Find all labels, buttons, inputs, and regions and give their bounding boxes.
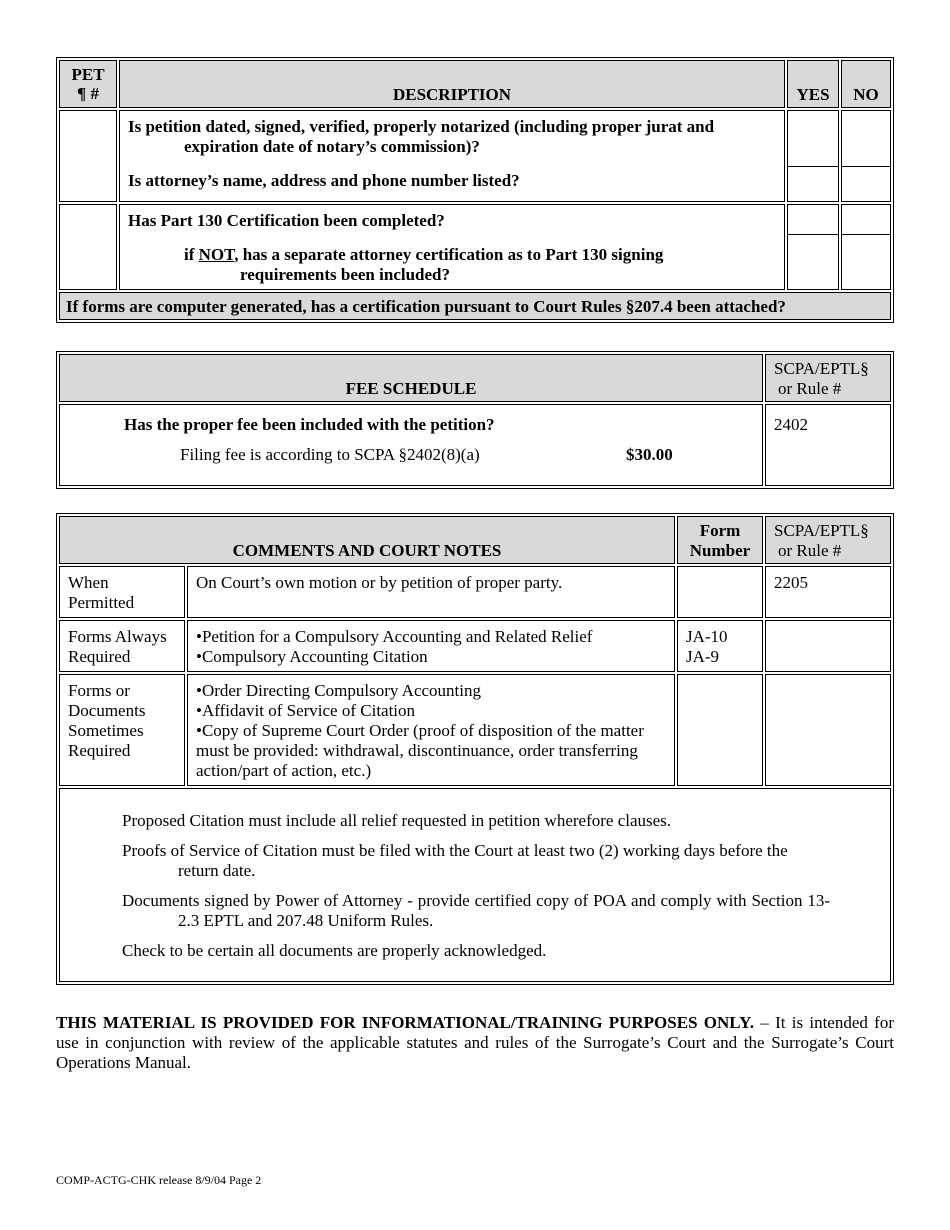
note-item: Documents signed by Power of Attorney - provide certified copy of POA and comply with Section 13-2.3 EPTL and 207.48 Uniform Rules.	[122, 891, 830, 930]
label-line: Documents	[68, 701, 146, 720]
fee-ref-header-line2: or Rule #	[778, 379, 842, 398]
row-label-forms-always	[59, 620, 185, 672]
label-line: Required	[68, 741, 131, 760]
fee-question: Has the proper fee been included with the petition?	[124, 415, 495, 434]
comments-header: COMMENTS AND COURT NOTES	[59, 516, 675, 564]
no-cell[interactable]	[841, 204, 891, 290]
filing-fee-amount: $30.00	[626, 445, 673, 464]
disclaimer-bold: THIS MATERIAL IS PROVIDED FOR INFORMATIONAL/TRAINING PURPOSES ONLY.	[56, 1013, 755, 1032]
filing-fee-line	[68, 445, 756, 465]
q2b-prefix: if	[184, 245, 199, 264]
description-header: DESCRIPTION	[119, 60, 785, 108]
disclaimer	[56, 1013, 894, 1073]
list-item: •Petition for a Compulsory Accounting and Related Relief	[196, 627, 593, 646]
when-permitted-ref: 2205	[765, 566, 891, 618]
q2b-line1	[128, 245, 778, 265]
yes-cell[interactable]	[787, 204, 839, 290]
label-line: Permitted	[68, 593, 135, 612]
pet-header-line1: PET	[71, 65, 105, 84]
list-item: •Compulsory Accounting Citation	[196, 647, 428, 666]
no-header: NO	[841, 60, 891, 108]
q1a-line1: Is petition dated, signed, verified, properly notarized (including proper jurat and	[128, 117, 715, 136]
q2b-text: , has a separate attorney certification as to Part 130 signing	[234, 245, 664, 264]
list-item: •Copy of Supreme Court Order (proof of disposition of the matter must be provided: withdrawal, discontinuance, order transferring action/part of action, etc.)	[196, 721, 644, 780]
question-petition-signed	[119, 110, 785, 202]
disclaimer-text: – It is intended for use in conjunction with review of the applicable statutes and rules of the Surrogate’s Court and the Surrogate’s Court Operations Manual.	[56, 1013, 894, 1072]
label-line: Forms or	[68, 681, 130, 700]
yes-header: YES	[787, 60, 839, 108]
pet-cell	[59, 110, 117, 202]
pet-cell	[59, 204, 117, 290]
form-number: JA-10	[686, 627, 728, 646]
question-part130	[119, 204, 785, 290]
ref-cell	[765, 620, 891, 672]
note-item: Proofs of Service of Citation must be filed with the Court at least two (2) working days before the return date.	[122, 841, 788, 880]
comments-table	[56, 513, 894, 985]
form-number-cell	[677, 674, 763, 786]
label-line: Sometimes	[68, 721, 144, 740]
forms-sometimes-list	[187, 674, 675, 786]
form-number: JA-9	[686, 647, 720, 666]
form-number-header	[677, 516, 763, 564]
q1a-line2: expiration date of notary’s commission)?	[184, 137, 480, 156]
fee-question-cell	[59, 404, 763, 486]
list-item: •Order Directing Compulsory Accounting	[196, 681, 481, 700]
label-line: When	[68, 573, 109, 592]
fee-ref-header-line1: SCPA/EPTL§	[774, 359, 869, 378]
page-footer: COMP-ACTG-CHK release 8/9/04 Page 2	[56, 1173, 262, 1187]
forms-always-form-numbers	[677, 620, 763, 672]
fee-schedule-header: FEE SCHEDULE	[59, 354, 763, 402]
fee-ref-header	[765, 354, 891, 402]
filing-fee-text: Filing fee is according to SCPA §2402(8)(a)	[180, 445, 480, 464]
ref-cell	[765, 674, 891, 786]
row-label-when-permitted	[59, 566, 185, 618]
court-notes	[59, 788, 891, 982]
fee-ref: 2402	[765, 404, 891, 486]
comments-ref-header-line2: or Rule #	[778, 541, 842, 560]
yes-cell[interactable]	[787, 110, 839, 202]
forms-always-list	[187, 620, 675, 672]
q2b-not: NOT	[198, 245, 235, 264]
comments-ref-header	[765, 516, 891, 564]
form-header-line1: Form	[699, 521, 741, 540]
pet-header	[59, 60, 117, 108]
list-item: •Affidavit of Service of Citation	[196, 701, 416, 720]
question-attorney-info: Is attorney’s name, address and phone number listed?	[128, 171, 520, 190]
checklist-table	[56, 57, 894, 323]
row-label-forms-sometimes	[59, 674, 185, 786]
note-item: Proposed Citation must include all relief requested in petition wherefore clauses.	[122, 811, 672, 830]
form-header-line2: Number	[689, 541, 751, 560]
no-cell[interactable]	[841, 110, 891, 202]
label-line: Required	[68, 647, 131, 666]
when-permitted-text: On Court’s own motion or by petition of proper party.	[187, 566, 675, 618]
fee-schedule-table	[56, 351, 894, 489]
label-line: Forms Always	[68, 627, 167, 646]
pet-header-line2: ¶ #	[77, 84, 99, 103]
question-computer-generated: If forms are computer generated, has a certification pursuant to Court Rules §207.4 been attached?	[59, 292, 891, 320]
form-number-cell	[677, 566, 763, 618]
q2a: Has Part 130 Certification been completed?	[128, 211, 445, 230]
note-item: Check to be certain all documents are properly acknowledged.	[122, 941, 547, 960]
q2b-line2: requirements been included?	[240, 265, 450, 284]
comments-ref-header-line1: SCPA/EPTL§	[774, 521, 869, 540]
